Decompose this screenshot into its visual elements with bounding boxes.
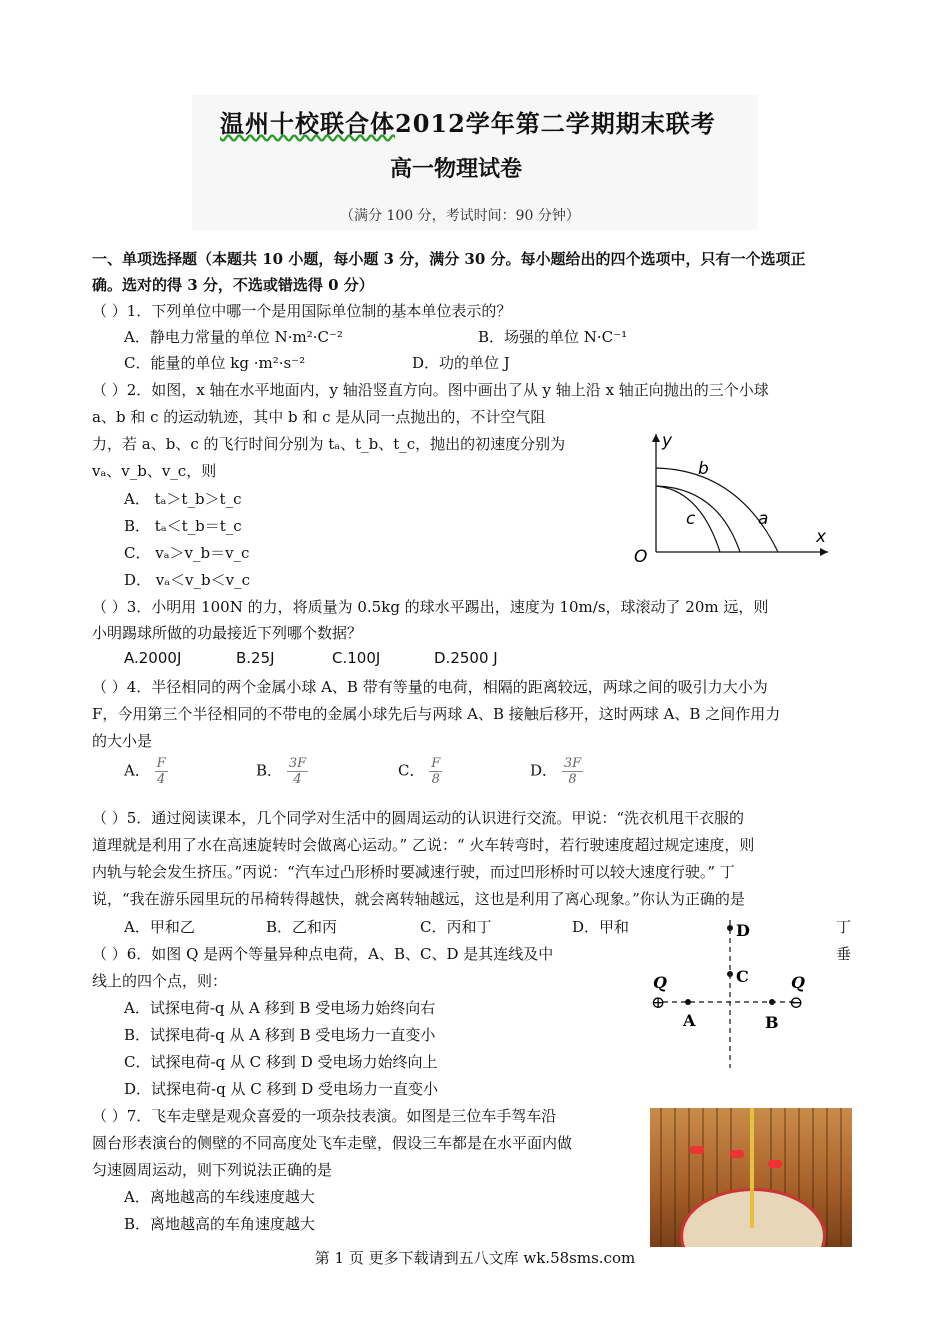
q3-option-a: A.2000J (124, 649, 182, 667)
q6-option-c: C．试探电荷-q 从 C 移到 D 受电场力始终向上 (124, 1053, 438, 1071)
negative-charge-icon: ⊖ (789, 993, 804, 1013)
section-heading-line2: 确。选对的得 3 分，不选或错选得 0 分） (92, 276, 374, 294)
label-x: x (816, 527, 827, 547)
q6-line1: （ ）6．如图 Q 是两个等量异种点电荷，A、B、C、D 是其连线及中 (92, 945, 554, 963)
point-d (727, 925, 733, 931)
y-axis-arrow (652, 434, 660, 442)
q7-option-a: A．离地越高的车线速度越大 (124, 1188, 315, 1206)
point-a (685, 999, 691, 1005)
exam-subtitle: 高一物理试卷 (390, 156, 523, 182)
point-c (727, 971, 733, 977)
q2-option-a: A． tₐ＞t_b＞t_c (124, 490, 242, 508)
q2-line4: vₐ、v_b、v_c，则 (92, 462, 217, 480)
q4-option-a: A． $\frac{F}{4}$ (124, 756, 166, 787)
fraction: $\frac{3F}{4}$ (288, 756, 307, 787)
q6-charge-diagram (645, 916, 825, 1072)
page-footer: 第 1 页 更多下载请到五八文库 wk.58sms.com (314, 1249, 636, 1267)
q3-line1: （ ）3．小明用 100N 的力，将质量为 0.5kg 的球水平踢出，速度为 10m/s，球滚动了 20m 远，则 (92, 598, 769, 616)
wall-of-death-photo (650, 1108, 852, 1247)
q6-option-d: D．试探电荷-q 从 C 移到 D 受电场力一直变小 (124, 1080, 439, 1098)
q4-option-b: B． $\frac{3F}{4}$ (256, 756, 307, 787)
q4-line1: （ ）4．半径相同的两个金属小球 A、B 带有等量的电荷，相隔的距离较远，两球之间的吸引力大小为 (92, 678, 768, 696)
q2-option-c: C． vₐ＞v_b＝v_c (124, 544, 250, 562)
label-q-left: Q (653, 973, 667, 992)
fraction: $\frac{F}{8}$ (431, 756, 441, 787)
q5-line3: 内轨与轮会发生挤压。”丙说：“汽车过凸形桥时要减速行驶，而过凹形桥时可以较大速度行驶。” 丁 (92, 863, 735, 881)
fraction: $\frac{3F}{8}$ (563, 756, 582, 787)
q1-stem: （ ）1．下列单位中哪一个是用国际单位制的基本单位表示的？ (92, 302, 512, 320)
q5-option-d: D．甲和 (572, 918, 630, 936)
q2-line3: 力，若 a、b、c 的飞行时间分别为 tₐ、t_b、t_c，抛出的初速度分别为 (92, 435, 566, 453)
x-axis-arrow (820, 548, 828, 556)
q1-option-b: B．场强的单位 N·C⁻¹ (478, 328, 628, 346)
q5-option-b: B．乙和丙 (266, 918, 338, 936)
q4-option-d: D． $\frac{3F}{8}$ (530, 756, 582, 787)
q1-option-d: D．功的单位 J (412, 354, 510, 372)
q3-option-d: D.2500 J (434, 649, 498, 667)
q2-trajectory-diagram (628, 428, 838, 568)
q2-line1: （ ）2．如图，x 轴在水平地面内，y 轴沿竖直方向。图中画出了从 y 轴上沿 x 轴正向抛出的三个小球 (92, 381, 769, 399)
section-heading-line1: 一、单项选择题（本题共 10 小题，每小题 3 分，满分 30 分。每小题给出的四个选项中，只有一个选项正 (92, 250, 806, 268)
label-b: B (765, 1013, 779, 1032)
q5-line2: 道理就是利用了水在高速旋转时会做离心运动。” 乙说：“ 火车转弯时，若行驶速度超过规定速度，则 (92, 836, 755, 854)
q7-option-b: B．离地越高的车角速度越大 (124, 1215, 316, 1233)
label-q-right: Q (791, 973, 805, 992)
label-c: C (736, 967, 749, 986)
q3-option-b: B.25J (236, 649, 275, 667)
q5-line4: 说，“我在游乐园里玩的吊椅转得越快，就会离转轴越远，这也是利用了离心现象。”你认为正确的是 (92, 890, 745, 908)
trajectory-b (656, 486, 740, 552)
q2-option-d: D． vₐ＜v_b＜v_c (124, 571, 251, 589)
label-a: A (683, 1011, 696, 1030)
label-b: b (698, 459, 709, 479)
q1-option-a: A．静电力常量的单位 N·m²·C⁻² (124, 328, 343, 346)
q5-option-a: A．甲和乙 (124, 918, 195, 936)
q2-line2: a、b 和 c 的运动轨迹，其中 b 和 c 是从同一点抛出的，不计空气阻 (92, 408, 546, 426)
point-b (769, 999, 775, 1005)
fraction: $\frac{F}{4}$ (156, 756, 166, 787)
q4-line3: 的大小是 (92, 732, 153, 750)
q5-option-d-tail: 丁 (836, 918, 852, 936)
q7-line2: 圆台形表演台的侧壁的不同高度处飞车走壁，假设三车都是在水平面内做 (92, 1134, 573, 1152)
q3-line2: 小明踢球所做的功最接近下列哪个数据？ (92, 624, 363, 642)
q7-line3: 匀速圆周运动，则下列说法正确的是 (92, 1161, 333, 1179)
q4-option-c: C． $\frac{F}{8}$ (398, 756, 441, 787)
q2-option-b: B． tₐ＜t_b＝t_c (124, 517, 242, 535)
label-d: D (736, 921, 750, 940)
exam-title: 温州十校联合体2012学年第二学期期末联考 (220, 109, 716, 138)
label-a: a (758, 509, 769, 529)
q4-line2: F，今用第三个半径相同的不带电的金属小球先后与两球 A、B 接触后移开，这时两球 A、B 之间作用力 (92, 705, 781, 723)
q3-option-c: C.100J (332, 649, 381, 667)
q6-line2: 线上的四个点，则： (92, 972, 228, 990)
q6-line1-tail: 垂 (836, 945, 852, 963)
q7-line1: （ ）7．飞车走壁是观众喜爱的一项杂技表演。如图是三位车手驾车沿 (92, 1107, 557, 1125)
positive-charge-icon: ⊕ (651, 993, 666, 1013)
q5-option-c: C．丙和丁 (420, 918, 492, 936)
q6-option-a: A．试探电荷-q 从 A 移到 B 受电场力始终向右 (124, 999, 436, 1017)
q5-line1: （ ）5．通过阅读课本，几个同学对生活中的圆周运动的认识进行交流。甲说：“洗衣机甩干衣服的 (92, 809, 744, 827)
label-y: y (662, 431, 673, 451)
q6-option-b: B．试探电荷-q 从 A 移到 B 受电场力一直变小 (124, 1026, 436, 1044)
label-origin: O (634, 547, 648, 567)
q1-option-c: C．能量的单位 kg ·m²·s⁻² (124, 354, 306, 372)
label-c: c (686, 509, 696, 529)
exam-note: （满分 100 分，考试时间：90 分钟） (340, 208, 580, 224)
